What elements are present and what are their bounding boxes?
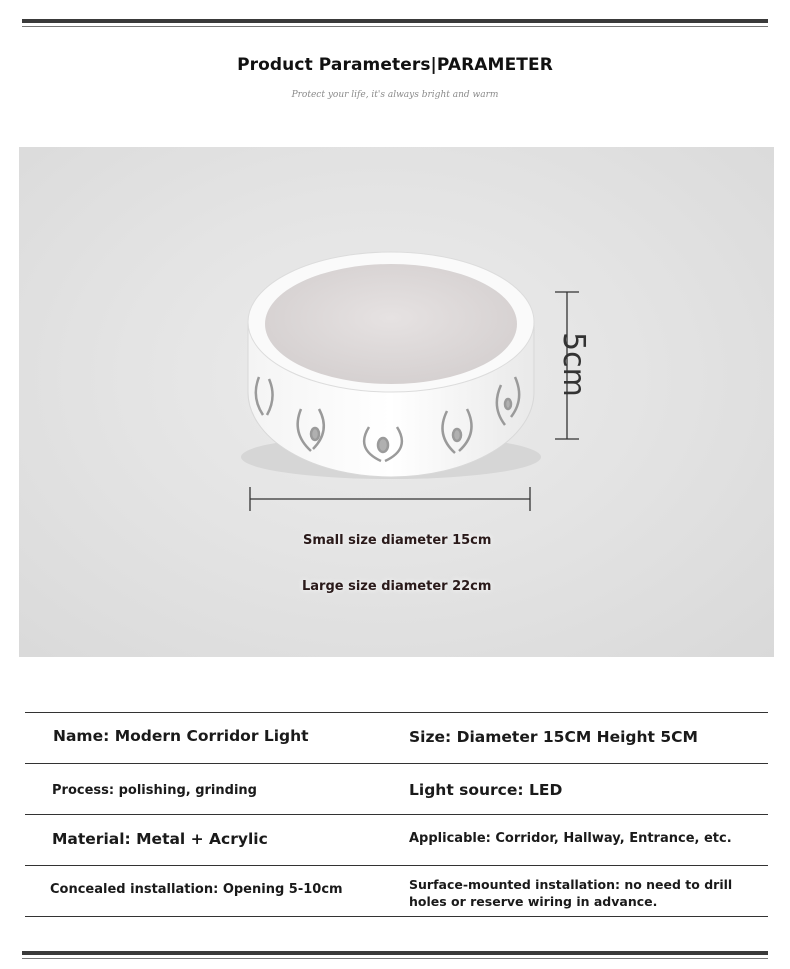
spec-surface-installation: Surface-mounted installation: no need to drill holes or reserve wiring in advance. xyxy=(409,877,733,909)
spec-material: Material: Metal + Acrylic xyxy=(52,830,268,848)
spec-process: Process: polishing, grinding xyxy=(52,783,257,798)
spec-name: Name: Modern Corridor Light xyxy=(53,727,309,745)
spec-applicable: Applicable: Corridor, Hallway, Entrance, etc. xyxy=(409,831,732,846)
spec-size: Size: Diameter 15CM Height 5CM xyxy=(409,728,698,746)
table-line xyxy=(25,865,768,866)
table-line xyxy=(25,712,768,713)
small-size-label: Small size diameter 15cm xyxy=(303,533,492,548)
spec-light-source: Light source: LED xyxy=(409,781,563,799)
large-size-label: Large size diameter 22cm xyxy=(302,579,492,594)
product-photo xyxy=(19,147,774,657)
width-dimension-line xyxy=(250,487,530,511)
lamp-lens xyxy=(265,264,517,384)
table-line xyxy=(25,763,768,764)
table-line xyxy=(25,814,768,815)
page-subtitle: Protect your life, it's always bright and warm xyxy=(291,90,499,100)
page-title: Product Parameters|PARAMETER xyxy=(237,55,553,75)
bottom-divider xyxy=(22,951,768,955)
spec-concealed-installation: Concealed installation: Opening 5-10cm xyxy=(50,882,343,897)
height-dimension-label: 5cm xyxy=(556,332,591,397)
top-divider xyxy=(22,19,768,23)
table-line xyxy=(25,916,768,917)
